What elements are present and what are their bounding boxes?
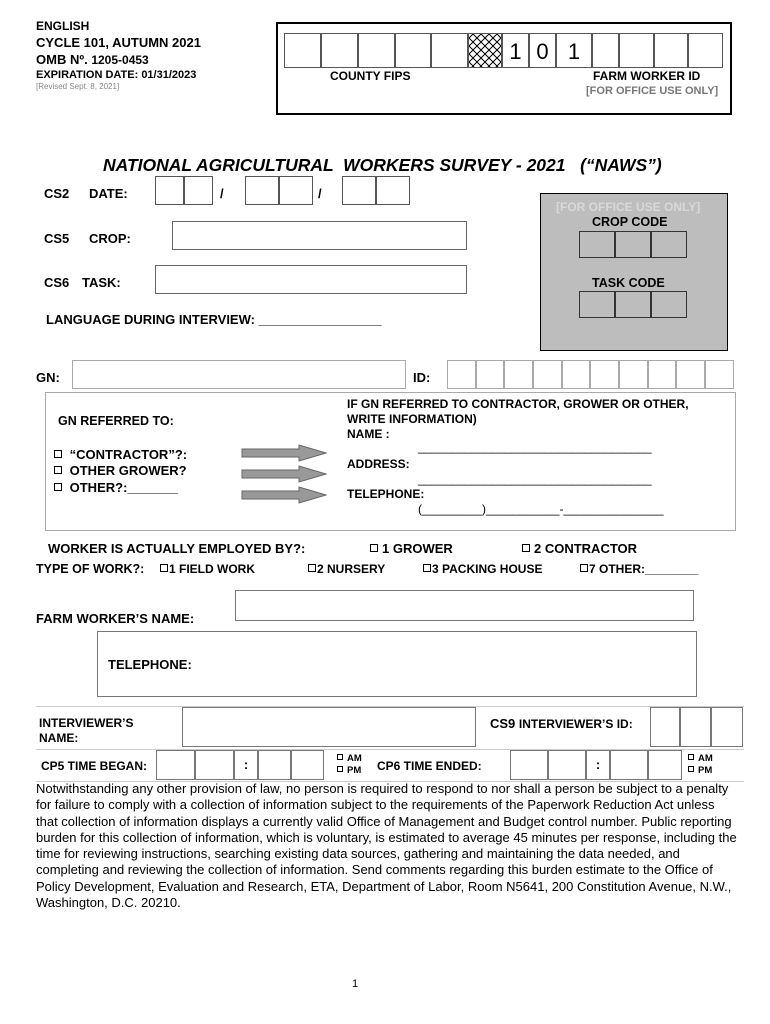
- paperwork-reduction-notice: Notwithstanding any other provision of law, no person is required to respond to nor shall a person be subject to a penalty for failure to comply with a collection of information subject to the requirements of the Paperwork Reduction Act unless that collection of information displays a currently valid Office of Management and Budget control number. Public reporting burden for this collection of information, which is voluntary, is estimated to average 45 minutes per response, including the time for reviewing instructions, searching existing data sources, gathering and maintaining the data needed, and completing and reviewing the collection of information. Send comments regarding this burden estimate to the Office of Policy Development, Evaluation and Research, ETA, Department of Labor, Room N5641, 200 Constitution Avenue, N.W., Washington, D.C. 20210.: [36, 781, 737, 911]
- crop-code-cell[interactable]: [651, 231, 687, 258]
- work-field[interactable]: [160, 562, 255, 576]
- work-other[interactable]: [580, 562, 698, 576]
- revised-date: [Revised Sept. 8, 2021]: [36, 82, 120, 91]
- gn-label: GN:: [36, 370, 60, 385]
- task-code-cell[interactable]: [579, 291, 615, 318]
- fips-cell[interactable]: [358, 33, 395, 68]
- fips-cell[interactable]: [395, 33, 431, 68]
- checkbox-icon[interactable]: [423, 564, 431, 572]
- interviewer-name-label: INTERVIEWER’S: [39, 716, 134, 730]
- time-began-minute-cell[interactable]: [291, 750, 324, 780]
- omb-prefix: OMB Nº.: [36, 52, 88, 67]
- time-ended-ampm[interactable]: [688, 753, 713, 777]
- checkbox-icon[interactable]: [337, 754, 343, 760]
- time-began-colon: :: [234, 750, 258, 780]
- crop-code-cell[interactable]: [615, 231, 651, 258]
- id-digit: 0: [529, 33, 556, 68]
- option-label: 2 CONTRACTOR: [534, 541, 638, 556]
- task-code-cell[interactable]: [651, 291, 687, 318]
- referral-address-label: ADDRESS:: [347, 457, 410, 471]
- option-label: 1 GROWER: [382, 541, 453, 556]
- option-label: 1 FIELD WORK: [169, 562, 255, 576]
- gn-id-cell[interactable]: [619, 360, 648, 389]
- referral-option-other-grower[interactable]: [54, 463, 187, 478]
- county-fips-label: COUNTY FIPS: [330, 69, 411, 83]
- gn-input[interactable]: [72, 360, 406, 389]
- id-digit: 1: [502, 33, 529, 68]
- page-title: NATIONAL AGRICULTURAL WORKERS SURVEY - 2021 (“NAWS”): [103, 155, 662, 175]
- pm-label: PM: [698, 765, 713, 776]
- cs9-text: INTERVIEWER’S ID:: [518, 717, 633, 731]
- cs6-code: CS6: [44, 275, 70, 290]
- worker-id-cell[interactable]: [592, 33, 619, 68]
- checkbox-icon[interactable]: [580, 564, 588, 572]
- checkbox-icon[interactable]: [337, 766, 343, 772]
- checkbox-icon[interactable]: [54, 483, 62, 491]
- date-month-cell[interactable]: [155, 176, 184, 205]
- fips-cell[interactable]: [321, 33, 358, 68]
- date-day-cell[interactable]: [279, 176, 313, 205]
- referral-name-line[interactable]: ___________________________________: [418, 440, 652, 454]
- date-year-cell[interactable]: [342, 176, 376, 205]
- am-label: AM: [347, 753, 362, 764]
- cp5-label: CP5 TIME BEGAN:: [41, 759, 148, 773]
- omb-number: 1205-0453: [91, 53, 149, 67]
- date-month-cell[interactable]: [184, 176, 213, 205]
- time-ended-colon: :: [586, 750, 610, 780]
- referral-telephone-line[interactable]: (_________)___________-_______________: [418, 502, 664, 516]
- date-separator: /: [318, 186, 322, 201]
- crop-code-label: CROP CODE: [592, 215, 668, 229]
- type-of-work-label: TYPE OF WORK?:: [36, 562, 145, 576]
- farm-worker-name-input[interactable]: [235, 590, 694, 621]
- gn-id-cell[interactable]: [705, 360, 734, 389]
- gn-id-cell[interactable]: [533, 360, 562, 389]
- gn-id-label: ID:: [413, 370, 431, 385]
- referral-telephone-label: TELEPHONE:: [347, 487, 425, 501]
- arrow-right-icon: [241, 465, 327, 483]
- farm-worker-id-label: FARM WORKER ID: [593, 69, 701, 83]
- time-ended-hour-cell[interactable]: [548, 750, 586, 780]
- task-code-label: TASK CODE: [592, 276, 665, 290]
- expiration-date: EXPIRATION DATE: 01/31/2023: [36, 69, 197, 81]
- fips-cell[interactable]: [431, 33, 468, 68]
- work-packing-house[interactable]: [423, 562, 542, 576]
- gn-id-cell[interactable]: [648, 360, 676, 389]
- arrow-right-icon: [241, 486, 327, 504]
- time-ended-minute-cell[interactable]: [610, 750, 648, 780]
- cs5-label: CROP:: [89, 231, 131, 246]
- checkbox-icon[interactable]: [54, 466, 62, 474]
- checkbox-icon[interactable]: [688, 754, 694, 760]
- cs9-code: CS9: [490, 716, 516, 731]
- fips-cell[interactable]: [284, 33, 321, 68]
- crop-code-cell[interactable]: [579, 231, 615, 258]
- id-digit: 1: [556, 33, 592, 68]
- interviewer-name-input[interactable]: [182, 707, 476, 747]
- gn-id-cell[interactable]: [476, 360, 504, 389]
- referral-instruction-1: IF GN REFERRED TO CONTRACTOR, GROWER OR OTHER,: [347, 397, 689, 411]
- referral-address-line[interactable]: ___________________________________: [418, 472, 652, 486]
- checkbox-icon[interactable]: [54, 450, 62, 458]
- referral-title: GN REFERRED TO:: [58, 414, 174, 428]
- telephone-label: TELEPHONE:: [108, 657, 192, 672]
- employed-by-contractor[interactable]: [522, 541, 637, 556]
- language-during-interview[interactable]: LANGUAGE DURING INTERVIEW: _________________: [46, 312, 382, 327]
- date-day-cell[interactable]: [245, 176, 279, 205]
- referral-option-contractor[interactable]: [54, 447, 187, 462]
- checkbox-icon[interactable]: [160, 564, 168, 572]
- option-label: 7 OTHER:________: [589, 562, 699, 576]
- checkbox-icon[interactable]: [522, 544, 530, 552]
- cs2-code: CS2: [44, 186, 70, 201]
- checkbox-icon[interactable]: [308, 564, 316, 572]
- referral-option-label: OTHER GROWER?: [69, 463, 187, 478]
- task-input[interactable]: [155, 265, 467, 294]
- gn-id-cell[interactable]: [562, 360, 590, 389]
- interviewer-id-cell[interactable]: [680, 707, 711, 747]
- employed-by-label: WORKER IS ACTUALLY EMPLOYED BY?:: [48, 541, 306, 556]
- page-number: 1: [352, 978, 359, 990]
- form-cycle: CYCLE 101, AUTUMN 2021: [36, 35, 201, 50]
- arrow-right-icon: [241, 444, 327, 462]
- form-language: ENGLISH: [36, 19, 90, 33]
- time-began-ampm[interactable]: [337, 753, 362, 777]
- option-label: 3 PACKING HOUSE: [432, 562, 543, 576]
- employed-by-grower[interactable]: [370, 541, 453, 556]
- cs5-code: CS5: [44, 231, 70, 246]
- worker-id-cell[interactable]: [688, 33, 723, 68]
- crop-input[interactable]: [172, 221, 467, 250]
- checkbox-icon[interactable]: [688, 766, 694, 772]
- gn-id-cell[interactable]: [590, 360, 619, 389]
- date-separator: /: [220, 186, 224, 201]
- cs2-label: DATE:: [89, 186, 128, 201]
- time-began-hour-cell[interactable]: [156, 750, 195, 780]
- worker-id-cell[interactable]: [654, 33, 688, 68]
- cs6-label: TASK:: [82, 275, 121, 290]
- panel-office-label: [FOR OFFICE USE ONLY]: [556, 200, 701, 214]
- office-use-label: [FOR OFFICE USE ONLY]: [586, 85, 719, 97]
- gn-id-cell[interactable]: [676, 360, 705, 389]
- time-began-minute-cell[interactable]: [258, 750, 291, 780]
- gn-id-cell[interactable]: [447, 360, 476, 389]
- time-ended-minute-cell[interactable]: [648, 750, 682, 780]
- cp6-label: CP6 TIME ENDED:: [377, 759, 482, 773]
- crosshatch-pattern-icon: [469, 34, 501, 67]
- referral-option-label: “CONTRACTOR”?:: [69, 447, 188, 462]
- option-label: 2 NURSERY: [317, 562, 386, 576]
- time-ended-hour-cell[interactable]: [510, 750, 548, 780]
- referral-instruction-2: WRITE INFORMATION): [347, 412, 477, 426]
- checkbox-icon[interactable]: [370, 544, 378, 552]
- farm-worker-name-label: FARM WORKER’S NAME:: [36, 611, 195, 626]
- referral-name-label: NAME :: [347, 427, 390, 441]
- interviewer-id-cell[interactable]: [650, 707, 680, 747]
- date-year-cell[interactable]: [376, 176, 410, 205]
- am-label: AM: [698, 753, 713, 764]
- pm-label: PM: [347, 765, 362, 776]
- referral-option-label: OTHER?:_______: [69, 480, 179, 495]
- referral-option-other[interactable]: [54, 480, 178, 495]
- hatched-cell: [468, 33, 502, 68]
- time-began-hour-cell[interactable]: [195, 750, 234, 780]
- interviewer-name-label-2: NAME:: [39, 731, 79, 745]
- task-code-cell[interactable]: [615, 291, 651, 318]
- work-nursery[interactable]: [308, 562, 385, 576]
- gn-id-cell[interactable]: [504, 360, 533, 389]
- worker-id-cell[interactable]: [619, 33, 654, 68]
- interviewer-id-cell[interactable]: [711, 707, 743, 747]
- cs9-label: [490, 716, 633, 731]
- omb-number-line: [36, 52, 149, 68]
